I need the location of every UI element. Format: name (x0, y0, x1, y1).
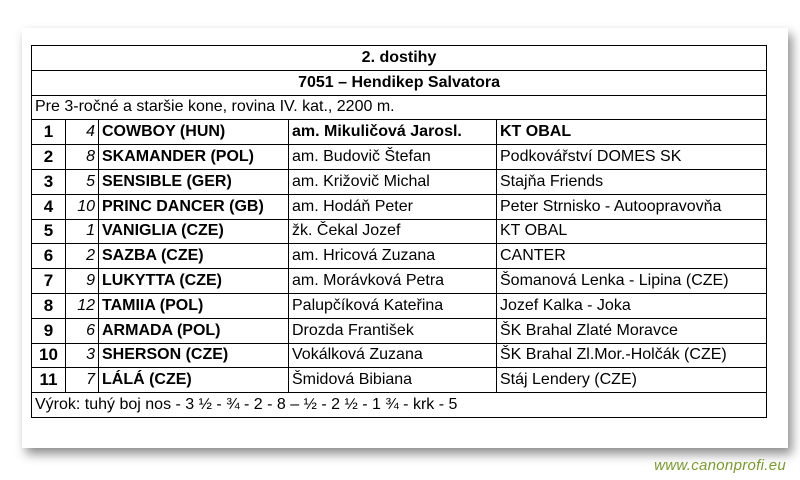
result-place: 6 (32, 244, 66, 269)
result-jockey: Drozda František (289, 318, 497, 343)
result-jockey: Palupčíková Kateřina (289, 293, 497, 318)
result-place: 3 (32, 169, 66, 194)
result-owner: ŠK Brahal Zlaté Moravce (497, 318, 767, 343)
table-row (32, 244, 767, 269)
result-owner: ŠK Brahal Zl.Mor.-Holčák (CZE) (497, 343, 767, 368)
result-number: 1 (66, 219, 99, 244)
result-horse: LUKYTTA (CZE) (99, 269, 289, 294)
table-row (32, 169, 767, 194)
table-row (32, 343, 767, 368)
result-place: 2 (32, 145, 66, 170)
table-row (32, 194, 767, 219)
result-number: 8 (66, 145, 99, 170)
table-row (32, 318, 767, 343)
result-place: 5 (32, 219, 66, 244)
race-title: 2. dostihy (32, 46, 767, 71)
result-number: 4 (66, 120, 99, 145)
result-place: 1 (32, 120, 66, 145)
result-number: 12 (66, 293, 99, 318)
result-jockey: am. Križovič Michal (289, 169, 497, 194)
result-horse: SKAMANDER (POL) (99, 145, 289, 170)
results-table (31, 45, 767, 418)
result-owner: Stáj Lendery (CZE) (497, 368, 767, 393)
result-horse: ARMADA (POL) (99, 318, 289, 343)
race-verdict: Výrok: tuhý boj nos - 3 ½ - ¾ - 2 - 8 – ½ - 2 ½ - 1 ¾ - krk - 5 (32, 393, 767, 418)
table-row (32, 219, 767, 244)
result-jockey: am. Budovič Štefan (289, 145, 497, 170)
result-owner: KT OBAL (497, 219, 767, 244)
result-horse: COWBOY (HUN) (99, 120, 289, 145)
result-horse: PRINC DANCER (GB) (99, 194, 289, 219)
result-place: 4 (32, 194, 66, 219)
result-place: 8 (32, 293, 66, 318)
result-jockey: žk. Čekal Jozef (289, 219, 497, 244)
result-jockey: am. Hricová Zuzana (289, 244, 497, 269)
table-row (32, 293, 767, 318)
result-horse: LÁLÁ (CZE) (99, 368, 289, 393)
result-number: 3 (66, 343, 99, 368)
result-horse: SHERSON (CZE) (99, 343, 289, 368)
result-number: 10 (66, 194, 99, 219)
result-owner: Stajňa Friends (497, 169, 767, 194)
result-jockey: Vokálková Zuzana (289, 343, 497, 368)
result-number: 5 (66, 169, 99, 194)
result-owner: Peter Strnisko - Autoopravovňa (497, 194, 767, 219)
result-number: 6 (66, 318, 99, 343)
result-number: 9 (66, 269, 99, 294)
result-place: 9 (32, 318, 66, 343)
result-horse: SENSIBLE (GER) (99, 169, 289, 194)
result-horse: TAMIIA (POL) (99, 293, 289, 318)
result-owner: KT OBAL (497, 120, 767, 145)
table-row (32, 120, 767, 145)
result-place: 7 (32, 269, 66, 294)
race-name: 7051 – Hendikep Salvatora (32, 70, 767, 95)
result-jockey: Šmidová Bibiana (289, 368, 497, 393)
result-owner: Podkovářství DOMES SK (497, 145, 767, 170)
table-row (32, 269, 767, 294)
watermark: www.canonprofi.eu (654, 457, 786, 474)
result-jockey: am. Mikuličová Jarosl. (289, 120, 497, 145)
result-owner: CANTER (497, 244, 767, 269)
result-jockey: am. Hodáň Peter (289, 194, 497, 219)
result-horse: VANIGLIA (CZE) (99, 219, 289, 244)
result-number: 2 (66, 244, 99, 269)
race-conditions: Pre 3-ročné a staršie kone, rovina IV. kat., 2200 m. (32, 95, 767, 120)
result-owner: Jozef Kalka - Joka (497, 293, 767, 318)
result-owner: Šomanová Lenka - Lipina (CZE) (497, 269, 767, 294)
result-number: 7 (66, 368, 99, 393)
table-row (32, 145, 767, 170)
result-jockey: am. Morávková Petra (289, 269, 497, 294)
result-place: 10 (32, 343, 66, 368)
table-row (32, 368, 767, 393)
result-place: 11 (32, 368, 66, 393)
result-horse: SAZBA (CZE) (99, 244, 289, 269)
